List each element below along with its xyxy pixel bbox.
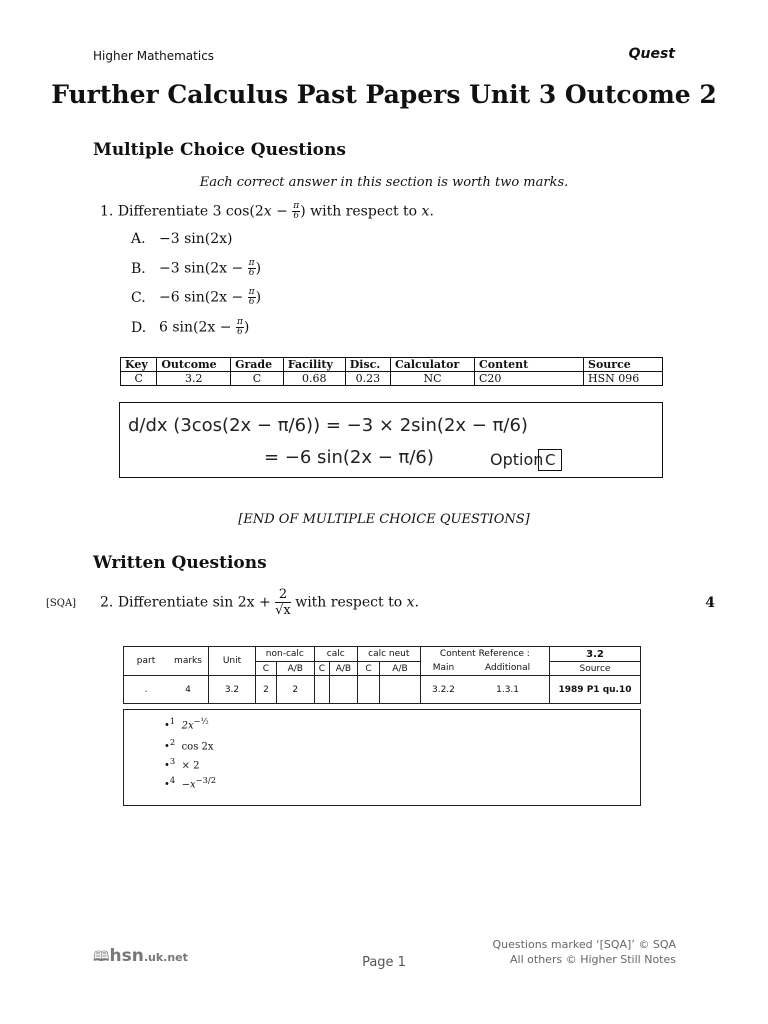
option-c-fraction [248,288,256,307]
marking-1-sup: −½ [193,716,209,726]
scan-h-marks: marks [168,647,209,676]
scan-ref: 3.2 [550,647,641,662]
option-b[interactable] [131,259,261,278]
question-2 [100,587,419,618]
key-th-content: Content [475,358,584,372]
marking-2-text: cos 2x [181,741,214,753]
logo-main: hsn [109,946,144,966]
option-d-label: D. [131,319,147,336]
key-th-grade: Grade [231,358,284,372]
key-td-facility: 0.68 [283,372,345,386]
option-d[interactable] [131,318,249,337]
option-b-frac-num: π [248,258,255,268]
solution-line-1: d/dx (3cos(2x − π/6)) = −3 × 2sin(2x − π/6) [128,415,528,436]
logo-suffix: .uk.net [143,951,188,964]
marking-3: •$^3$ × 2 [164,756,200,772]
solution-box [119,402,663,478]
q1-text-pre: Differentiate [117,203,209,220]
scan-h-nc-ab: A/B [276,662,314,676]
q2-text-post: with respect to [295,594,403,611]
key-table-header [121,358,663,372]
scan-row-marks: 4 [168,676,209,704]
scan-h-noncalc: non-calc [256,647,315,662]
scan-h-part: part [124,647,169,676]
option-d-frac-den: 6 [237,327,243,337]
scan-h-cn-c: C [357,662,379,676]
marking-2: •$^2$ cos 2x [164,737,214,753]
copyright-sqa: Questions marked ‘[SQA]’ © SQA [492,938,676,951]
key-td-key: C [121,372,157,386]
mcq-note: Each correct answer in this section is worth two marks. [199,175,569,190]
scan-h-calc: calc [314,647,357,662]
q1-frac-num: π [293,201,300,211]
book-icon: 🕮 [93,949,110,965]
written-heading: Written Questions [93,553,267,573]
scan-h-calcneut: calc neut [357,647,420,662]
key-th-calculator: Calculator [390,358,474,372]
key-th-source: Source [584,358,663,372]
key-th-facility: Facility [283,358,345,372]
q2-frac-num: 2 [275,587,291,603]
scan-row-cn-ab [380,676,421,704]
q1-expr-x: x [263,203,272,220]
scan-h-ca-c: C [314,662,329,676]
option-d-frac-num: π [236,317,243,327]
option-c[interactable] [131,288,261,307]
key-th-disc: Disc. [345,358,390,372]
key-td-grade: C [231,372,284,386]
marking-4: •$^4$ $-x^{-3/2}$ [164,775,216,791]
option-d-text: 6 sin(2x − [159,319,236,336]
scan-h-content: Content Reference : [420,647,549,662]
key-table-row [121,372,663,386]
key-td-content: C20 [475,372,584,386]
scan-row-additional: 1.3.1 [466,676,549,704]
option-a-label: A. [131,231,146,247]
scan-row-ca-ab [330,676,358,704]
q1-number: 1. [100,203,114,220]
marking-4-text: −x [181,779,196,791]
scan-row-unit: 3.2 [209,676,256,704]
marking-3-n: 3 [169,756,176,766]
mcq-end: [END OF MULTIPLE CHOICE QUESTIONS] [238,512,530,527]
scan-row-nc-ab: 2 [276,676,314,704]
scan-h-additional: Additional [466,662,549,676]
option-d-fraction [236,318,244,337]
solution-option-value: C [538,449,562,471]
q1-text-post: with respect to [310,203,418,220]
marking-1: •$^1$ $2x^{-\frac{1}{2}}$ [164,716,209,732]
page-number: Page 1 [362,955,406,970]
q2-frac-den: √x [275,603,291,618]
marking-box [123,709,641,806]
option-a[interactable] [131,231,233,247]
option-b-fraction [248,259,256,278]
scan-row-ca-c [314,676,329,704]
page-title: Further Calculus Past Papers Unit 3 Outcome 2 [51,80,717,109]
option-c-close: ) [255,289,262,306]
scan-h-nc-c: C [256,662,277,676]
scan-header-row-1 [124,647,641,662]
scan-h-ca-ab: A/B [330,662,358,676]
scan-source: 1989 P1 qu.10 [550,676,641,704]
q2-marks: 4 [705,595,715,611]
option-c-frac-den: 6 [248,297,255,307]
q2-var: x [406,594,415,611]
q2-number: 2. [100,594,114,611]
option-c-label: C. [131,289,146,306]
option-c-text: −6 sin(2x − [159,289,248,306]
option-d-close: ) [243,319,250,336]
q1-frac-den: 6 [293,211,300,221]
scan-row-cn-c [357,676,379,704]
key-td-disc: 0.23 [345,372,390,386]
q2-period: . [414,594,419,611]
q1-expr-close: ) [300,203,306,220]
option-b-label: B. [131,260,146,277]
option-b-frac-den: 6 [248,268,255,278]
scan-h-main: Main [420,662,466,676]
key-td-source: HSN 096 [584,372,663,386]
mcq-heading: Multiple Choice Questions [93,140,346,160]
scan-h-unit: Unit [209,647,256,676]
scan-table [123,646,641,704]
header-right: Quest [628,46,675,62]
key-table [120,357,663,386]
option-a-text: −3 sin(2x) [159,231,233,247]
scan-data-row [124,676,641,704]
q2-source: [SQA] [46,598,77,609]
key-td-calculator: NC [390,372,474,386]
marking-4-sup: −3/2 [195,775,216,785]
q1-expr-a: 3 cos(2 [212,203,264,220]
copyright-hsn: All others © Higher Still Notes [510,953,676,966]
marking-1-text: 2x [181,720,194,732]
option-c-frac-num: π [248,287,255,297]
marking-1-n: 1 [169,716,176,726]
scan-row-part: . [124,676,169,704]
option-b-text: −3 sin(2x − [159,260,248,277]
scan-row-main: 3.2.2 [420,676,466,704]
solution-option-label: Option [490,450,544,469]
q2-expr: sin 2x + [212,594,271,611]
q1-var: x [421,203,430,220]
scan-h-cn-ab: A/B [380,662,421,676]
option-b-close: ) [255,260,262,277]
copyright [492,937,676,967]
key-td-outcome: 3.2 [157,372,231,386]
scan-row-nc-c: 2 [256,676,277,704]
q2-fraction [275,587,291,618]
q1-period: . [429,203,434,220]
scan-source-label: Source [550,662,641,676]
q2-text-pre: Differentiate [117,594,209,611]
solution-line-2: = −6 sin(2x − π/6) [264,447,434,468]
key-th-outcome: Outcome [157,358,231,372]
marking-4-n: 4 [169,775,176,785]
header-left: Higher Mathematics [93,49,215,63]
marking-3-text: × 2 [181,760,200,772]
marking-2-n: 2 [169,737,176,747]
question-1 [100,202,434,221]
key-th-key: Key [121,358,157,372]
q1-expr-b: − [271,203,293,220]
